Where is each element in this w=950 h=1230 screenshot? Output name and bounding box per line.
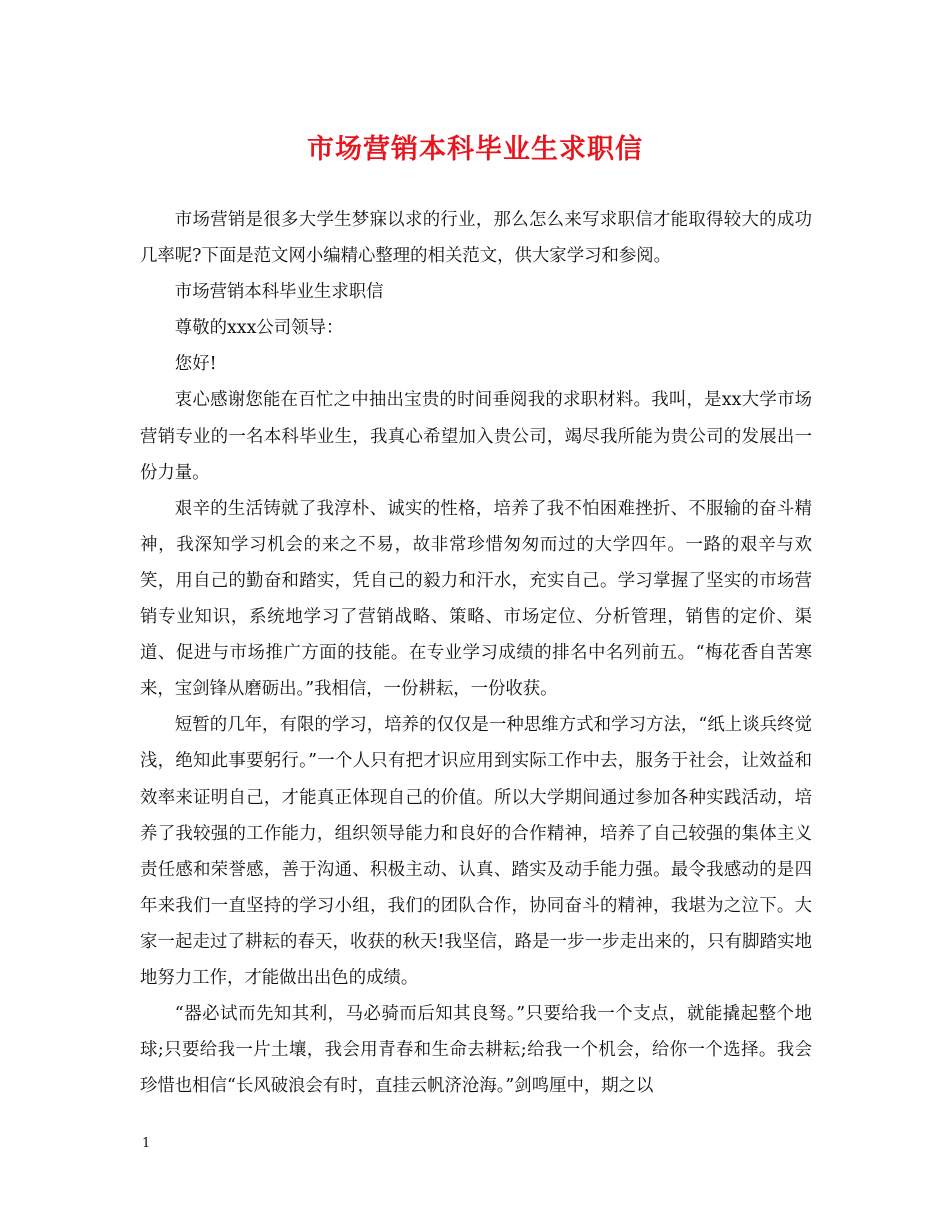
salutation: 尊敬的xxx公司领导： — [174, 318, 344, 339]
body-paragraph: “器必试而先知其利，马必骑而后知其良驽。”只要给我一个支点，就能撬起整个地球;只要给我一片土壤，我会用青春和生命去耕耘;给我一个机会，给你一个选择。我会珍惜也相信“长风破浪会有时，直挂云帆济沧海。”剑鸣厘中，期之以 — [140, 1004, 812, 1097]
intro-paragraph: 市场营销是很多大学生梦寐以求的行业，那么怎么来写求职信才能取得较大的成功几率呢?下面是范文网小编精心整理的相关范文，供大家学习和参阅。 — [140, 210, 812, 267]
greeting: 您好! — [174, 354, 217, 375]
body-paragraph: 艰辛的生活铸就了我淳朴、诚实的性格，培养了我不怕困难挫折、不服输的奋斗精神，我深知学习机会的来之不易，故非常珍惜匆匆而过的大学四年。一路的艰辛与欢笑，用自己的勤奋和踏实，凭自己的毅力和汗水，充实自己。学习掌握了坚实的市场营销专业知识，系统地学习了营销战略、策略、市场定位、分析管理，销售的定价、渠道、促进与市场推广方面的技能。在专业学习成绩的排名中名列前五。“梅花香自苦寒来，宝剑锋从磨砺出。”我相信，一份耕耘，一份收获。 — [140, 498, 812, 700]
body-paragraph: 衷心感谢您能在百忙之中抽出宝贵的时间垂阅我的求职材料。我叫，是xx大学市场营销专业的一名本科毕业生，我真心希望加入贵公司，竭尽我所能为贵公司的发展出一份力量。 — [140, 390, 812, 483]
document-body — [140, 202, 812, 1104]
document-title: 市场营销本科毕业生求职信 — [307, 134, 643, 165]
body-paragraph: 短暂的几年，有限的学习，培养的仅仅是一种思维方式和学习方法，“纸上谈兵终觉浅，绝知此事要躬行。”一个人只有把才识应用到实际工作中去，服务于社会，让效益和效率来证明自己，才能真正体现自己的价值。所以大学期间通过参加各种实践活动，培养了我较强的工作能力，组织领导能力和良好的合作精神，培养了自己较强的集体主义责任感和荣誉感，善于沟通、积极主动、认真、踏实及动手能力强。最令我感动的是四年来我们一直坚持的学习小组，我们的团队合作，协同奋斗的精神，我堪为之泣下。大家一起走过了耕耘的春天，收获的秋天!我坚信，路是一步一步走出来的，只有脚踏实地地努力工作，才能做出出色的成绩。 — [140, 715, 812, 988]
letter-heading: 市场营销本科毕业生求职信 — [174, 282, 384, 303]
page-number: 1 — [142, 1136, 151, 1151]
